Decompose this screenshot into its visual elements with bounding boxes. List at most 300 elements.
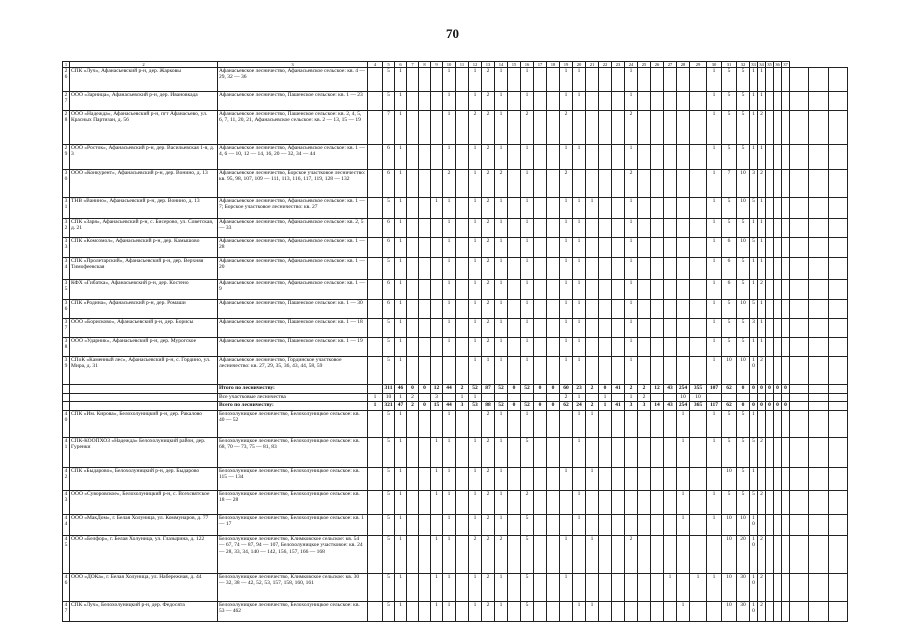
value-cell (664, 438, 677, 468)
value-cell (508, 411, 521, 438)
value-cell: 10 (737, 170, 750, 198)
value-cell (599, 411, 612, 438)
value-cell: 1 (560, 338, 573, 357)
value-cell (638, 338, 651, 357)
value-cell (809, 602, 828, 622)
value-cell: 6 (383, 300, 395, 319)
value-cell (547, 338, 560, 357)
value-cell (774, 394, 782, 402)
value-cell: 1 (395, 258, 407, 280)
value-cell (651, 338, 664, 357)
value-cell (560, 515, 573, 536)
value-cell (790, 536, 809, 574)
value-cell (419, 394, 431, 402)
value-cell: 1 (495, 357, 508, 385)
value-cell: 2 (482, 92, 495, 111)
value-cell (456, 602, 469, 622)
value-cell: 5 (722, 111, 737, 145)
value-cell (431, 280, 443, 300)
value-cell (407, 170, 419, 198)
value-cell: 0 (750, 402, 758, 411)
value-cell (690, 238, 707, 258)
value-cell (790, 280, 809, 300)
value-cell (677, 238, 690, 258)
value-cell (431, 300, 443, 319)
value-cell (651, 491, 664, 515)
value-cell: 1 (758, 92, 766, 111)
value-cell (809, 402, 828, 411)
value-cell (651, 357, 664, 385)
value-cell (828, 111, 847, 145)
value-cell (508, 468, 521, 491)
forest-location-cell: Белохолуницкое лесничество, Климковское сельское: кв. 54 — 67, 74 — 87, 94 — 107, Белохолуницкое участковое: кв. 24 — 28, 33, 34, 140 — 142, 156, 157, 166 — 168 (218, 536, 368, 574)
value-cell: 5 (383, 438, 395, 468)
value-cell: 0 (766, 402, 774, 411)
value-cell: 10 (690, 394, 707, 402)
value-cell (790, 402, 809, 411)
value-cell (664, 515, 677, 536)
value-cell (508, 491, 521, 515)
value-cell (508, 536, 521, 574)
value-cell: 10 (750, 536, 758, 574)
value-cell: 41 (612, 385, 625, 394)
column-number: 7 (407, 62, 419, 68)
value-cell: 1 (707, 258, 722, 280)
value-cell (707, 394, 722, 402)
value-cell (766, 111, 774, 145)
value-cell (534, 491, 547, 515)
value-cell: 2 (495, 170, 508, 198)
value-cell (774, 92, 782, 111)
column-number: 13 (482, 62, 495, 68)
value-cell (599, 468, 612, 491)
value-cell: 311 (383, 385, 395, 394)
value-cell (508, 68, 521, 92)
value-cell: 1 (677, 602, 690, 622)
value-cell: 3 (625, 402, 638, 411)
value-cell (534, 238, 547, 258)
value-cell (599, 219, 612, 238)
value-cell (419, 92, 431, 111)
value-cell: 5 (737, 111, 750, 145)
row-number: 33 (63, 238, 70, 258)
value-cell (407, 602, 419, 622)
value-cell (766, 145, 774, 170)
value-cell (790, 92, 809, 111)
value-cell (521, 394, 534, 402)
value-cell (534, 170, 547, 198)
value-cell (431, 170, 443, 198)
value-cell (456, 468, 469, 491)
value-cell: 5 (722, 145, 737, 170)
value-cell (419, 300, 431, 319)
organization-cell: СПК-КООПХОЗ «Надежда» Белохолуницкий район, дер. Гуренки (70, 438, 218, 468)
value-cell: 2 (560, 170, 573, 198)
value-cell (534, 111, 547, 145)
value-cell (534, 468, 547, 491)
column-number: 36 (775, 62, 780, 67)
value-cell: 1 (560, 468, 573, 491)
value-cell: 1 (521, 300, 534, 319)
organization-cell: ООО «Росток», Афанасьевский р-н, дер. Васильевская 1-я, д. 3 (70, 145, 218, 170)
value-cell: 1 (469, 219, 482, 238)
value-cell (774, 280, 782, 300)
table-row (63, 357, 848, 385)
value-cell (766, 170, 774, 198)
row-number: 39 (63, 357, 70, 385)
value-cell: 2 (482, 219, 495, 238)
value-cell (612, 515, 625, 536)
value-cell (828, 385, 847, 394)
value-cell: 1 (758, 319, 766, 338)
value-cell (790, 300, 809, 319)
value-cell (612, 602, 625, 622)
value-cell (407, 300, 419, 319)
value-cell: 1 (750, 68, 758, 92)
value-cell: 1 (750, 145, 758, 170)
value-cell: 1 (395, 145, 407, 170)
value-cell (828, 219, 847, 238)
value-cell: 1 (495, 602, 508, 622)
value-cell (766, 258, 774, 280)
value-cell (638, 468, 651, 491)
value-cell: 0 (758, 385, 766, 394)
value-cell (456, 145, 469, 170)
value-cell (651, 574, 664, 602)
value-cell: 1 (443, 92, 456, 111)
value-cell: 2 (625, 536, 638, 574)
value-cell (809, 394, 828, 402)
value-cell: 87 (482, 385, 495, 394)
value-cell (599, 92, 612, 111)
value-cell (774, 574, 782, 602)
value-cell: 6 (722, 258, 737, 280)
value-cell (368, 491, 383, 515)
value-cell: 5 (737, 92, 750, 111)
value-cell (625, 515, 638, 536)
value-cell: 1 (469, 258, 482, 280)
value-cell: 1 (443, 319, 456, 338)
value-cell (625, 574, 638, 602)
value-cell: 1 (495, 111, 508, 145)
value-cell (547, 319, 560, 338)
value-cell (790, 357, 809, 385)
value-cell (828, 238, 847, 258)
value-cell: 1 (625, 238, 638, 258)
value-cell (612, 319, 625, 338)
value-cell (547, 468, 560, 491)
value-cell (677, 219, 690, 238)
value-cell (828, 536, 847, 574)
row-number: 47 (63, 602, 70, 622)
value-cell (828, 515, 847, 536)
value-cell: 1 (521, 357, 534, 385)
value-cell (664, 319, 677, 338)
value-cell (419, 170, 431, 198)
value-cell: 0 (782, 385, 790, 394)
column-number: 2 (70, 62, 218, 68)
value-cell: 5 (383, 536, 395, 574)
value-cell: 52 (469, 385, 482, 394)
value-cell (790, 258, 809, 280)
value-cell: 46 (395, 385, 407, 394)
value-cell: 1 (573, 238, 586, 258)
value-cell: 2 (456, 385, 469, 394)
value-cell (828, 602, 847, 622)
value-cell (407, 111, 419, 145)
value-cell (638, 198, 651, 219)
organization-cell: СПК «Комсомол», Афанасьевский р-н, дер. Камышово (70, 238, 218, 258)
value-cell: 7 (722, 170, 737, 198)
value-cell (586, 145, 599, 170)
value-cell (547, 170, 560, 198)
value-cell: 2 (521, 491, 534, 515)
value-cell (758, 394, 766, 402)
value-cell: 1 (707, 238, 722, 258)
value-cell (612, 300, 625, 319)
value-cell: 47 (395, 402, 407, 411)
value-cell: 5 (737, 258, 750, 280)
value-cell: 1 (677, 515, 690, 536)
value-cell: 117 (707, 402, 722, 411)
value-cell (638, 111, 651, 145)
value-cell (368, 300, 383, 319)
value-cell: 2 (482, 68, 495, 92)
value-cell (534, 92, 547, 111)
value-cell (677, 319, 690, 338)
column-number: 6 (395, 62, 407, 68)
value-cell: 1 (443, 438, 456, 468)
value-cell: 0 (508, 402, 521, 411)
value-cell: 1 (395, 574, 407, 602)
value-cell: 2 (469, 111, 482, 145)
value-cell (828, 170, 847, 198)
value-cell (612, 357, 625, 385)
value-cell (690, 411, 707, 438)
value-cell (638, 515, 651, 536)
value-cell (664, 68, 677, 92)
value-cell (599, 300, 612, 319)
value-cell: 10 (737, 515, 750, 536)
value-cell: 1 (560, 280, 573, 300)
value-cell (599, 357, 612, 385)
value-cell (828, 402, 847, 411)
column-number: 3 (218, 62, 368, 68)
value-cell (419, 198, 431, 219)
value-cell (790, 68, 809, 92)
value-cell (809, 491, 828, 515)
value-cell (677, 468, 690, 491)
table-row (63, 198, 848, 219)
value-cell: 43 (664, 402, 677, 411)
value-cell: 5 (383, 515, 395, 536)
value-cell (456, 170, 469, 198)
value-cell (431, 68, 443, 92)
column-number: 16 (521, 62, 534, 68)
value-cell: 1 (521, 92, 534, 111)
value-cell: 1 (521, 68, 534, 92)
column-number: 4 (368, 62, 383, 68)
value-cell (547, 198, 560, 219)
value-cell (690, 357, 707, 385)
value-cell: 0 (774, 402, 782, 411)
value-cell: 2 (625, 111, 638, 145)
value-cell (495, 394, 508, 402)
organization-cell: ООО «Конкурент», Афанасьевский р-н, дер. Вонино, д. 13 (70, 170, 218, 198)
value-cell (547, 68, 560, 92)
value-cell: 5 (737, 219, 750, 238)
value-cell (690, 258, 707, 280)
value-cell: 52 (521, 385, 534, 394)
row-number: 27 (63, 92, 70, 111)
value-cell (612, 145, 625, 170)
value-cell (586, 170, 599, 198)
value-cell (508, 438, 521, 468)
page-number: 70 (446, 26, 459, 41)
value-cell (677, 68, 690, 92)
value-cell: 0 (737, 402, 750, 411)
column-number: 11 (456, 62, 469, 68)
value-cell (368, 438, 383, 468)
value-cell (677, 300, 690, 319)
value-cell: 1 (625, 92, 638, 111)
value-cell (599, 602, 612, 622)
value-cell (651, 258, 664, 280)
value-cell: 1 (395, 68, 407, 92)
column-number: 12 (469, 62, 482, 68)
value-cell (651, 238, 664, 258)
value-cell: 0 (547, 385, 560, 394)
value-cell (368, 602, 383, 622)
value-cell: 5 (383, 468, 395, 491)
value-cell: 0 (407, 385, 419, 394)
forest-location-cell: Афанасьевское лесничество, Пашенское сельское: кв. 1 — 23 (218, 92, 368, 111)
value-cell (612, 258, 625, 280)
value-cell (750, 394, 758, 402)
value-cell: 14 (651, 402, 664, 411)
organization-cell: СПК «Луч», Белохолуницкий р-н, дер. Федосята (70, 602, 218, 622)
value-cell (782, 338, 790, 357)
value-cell (534, 536, 547, 574)
value-cell: 1 (395, 238, 407, 258)
value-cell (368, 198, 383, 219)
value-cell: 1 (573, 300, 586, 319)
value-cell: 1 (469, 357, 482, 385)
value-cell: 1 (469, 145, 482, 170)
value-cell (766, 219, 774, 238)
value-cell: 1 (431, 198, 443, 219)
value-cell: 1 (560, 198, 573, 219)
organization-cell: ООО «ДОКа», г. Белая Холуница, ул. Набережная, д. 44 (70, 574, 218, 602)
value-cell (456, 258, 469, 280)
value-cell (809, 280, 828, 300)
value-cell (782, 300, 790, 319)
value-cell (368, 338, 383, 357)
value-cell: 1 (443, 145, 456, 170)
value-cell (651, 280, 664, 300)
value-cell (508, 111, 521, 145)
value-cell: 5 (521, 536, 534, 574)
value-cell: 2 (407, 402, 419, 411)
value-cell: 1 (443, 574, 456, 602)
value-cell (508, 574, 521, 602)
value-cell: 2 (758, 602, 766, 622)
value-cell (612, 68, 625, 92)
value-cell (508, 238, 521, 258)
value-cell (782, 145, 790, 170)
value-cell (456, 357, 469, 385)
value-cell: 321 (383, 402, 395, 411)
value-cell: 1 (495, 438, 508, 468)
value-cell (677, 280, 690, 300)
column-number: 31 (722, 62, 737, 68)
value-cell (790, 438, 809, 468)
value-cell (651, 468, 664, 491)
value-cell (599, 338, 612, 357)
value-cell (828, 145, 847, 170)
value-cell (664, 357, 677, 385)
value-cell: 1 (443, 536, 456, 574)
value-cell (809, 145, 828, 170)
value-cell (419, 411, 431, 438)
value-cell: 10 (722, 357, 737, 385)
forest-location-cell: Афанасьевское лесничество, Афанасьевское сельское: кв. 1 — 4, 6 — 10, 12 — 14, 16, 20 — 32, 34 — 44 (218, 145, 368, 170)
value-cell: 5 (383, 411, 395, 438)
value-cell: 10 (737, 238, 750, 258)
value-cell: 1 (707, 491, 722, 515)
value-cell: 1 (707, 111, 722, 145)
value-cell (534, 219, 547, 238)
forest-location-cell: Белохолуницкое лесничество, Белохолуницкое сельское: кв. 115 — 134 (218, 468, 368, 491)
value-cell (828, 198, 847, 219)
value-cell: 5 (722, 411, 737, 438)
value-cell: 1 (573, 198, 586, 219)
forest-location-cell: Белохолуницкое лесничество, Белохолуницкое сельское: кв. 40 — 52 (218, 411, 368, 438)
value-cell (651, 602, 664, 622)
value-cell (766, 491, 774, 515)
value-cell: 1 (560, 219, 573, 238)
column-number: 15 (508, 62, 521, 68)
value-cell: 1 (431, 468, 443, 491)
value-cell (828, 491, 847, 515)
organization-cell: ТНВ «Ванино», Афанасьевский р-н, дер. Вонино, д. 13 (70, 198, 218, 219)
value-cell: 1 (443, 258, 456, 280)
value-cell: 1 (758, 300, 766, 319)
value-cell: 2 (482, 238, 495, 258)
value-cell (790, 411, 809, 438)
column-number: 23 (612, 62, 625, 68)
row-number: 34 (63, 258, 70, 280)
value-cell: 1 (395, 111, 407, 145)
value-cell (419, 145, 431, 170)
value-cell (368, 170, 383, 198)
value-cell (534, 602, 547, 622)
value-cell (419, 338, 431, 357)
value-cell: 1 (677, 491, 690, 515)
value-cell: 30 (737, 574, 750, 602)
value-cell: 2 (482, 280, 495, 300)
value-cell: 1 (750, 258, 758, 280)
value-cell (456, 438, 469, 468)
value-cell: 0 (599, 385, 612, 394)
value-cell (456, 574, 469, 602)
value-cell (560, 411, 573, 438)
value-cell (782, 170, 790, 198)
value-cell (431, 357, 443, 385)
value-cell (547, 92, 560, 111)
value-cell (368, 357, 383, 385)
value-cell (573, 536, 586, 574)
